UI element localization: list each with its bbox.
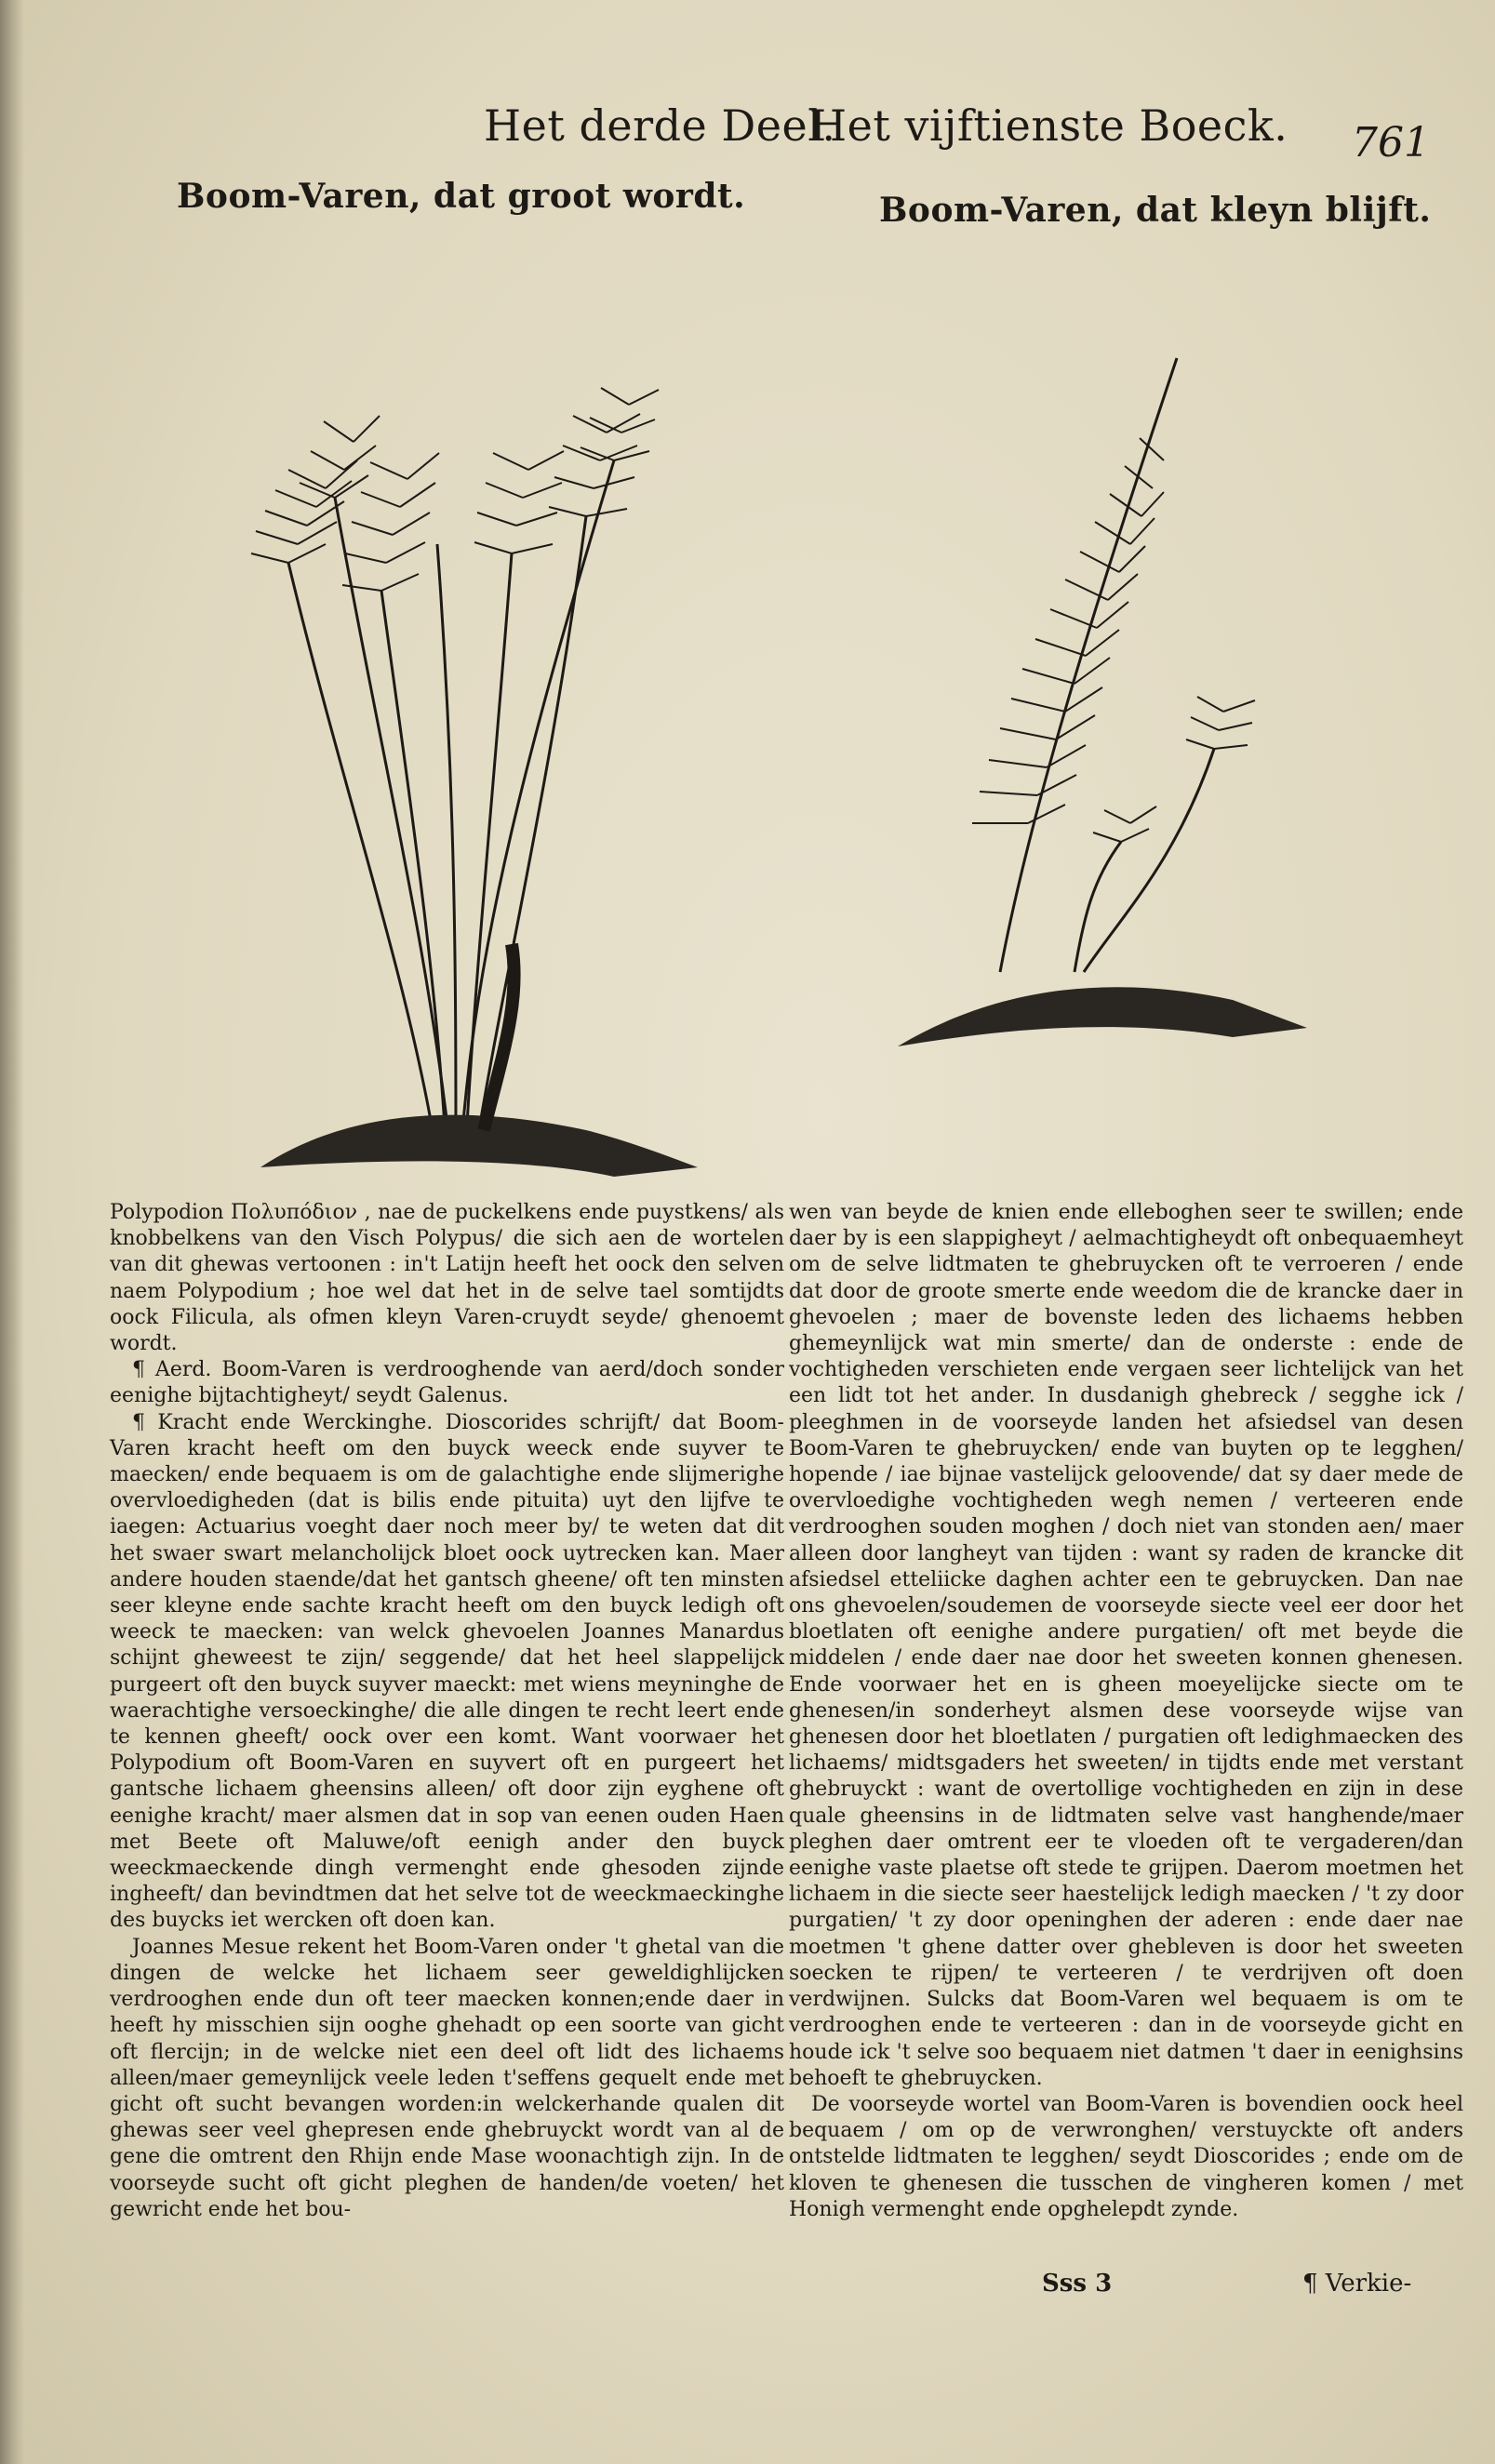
page-number: 761 [1352, 119, 1430, 166]
text-column-left [110, 1200, 784, 2223]
paragraph: ¶ Aerd. Boom-Varen is verdrooghende van aerd/doch sonder eenighe bijtachtigheyt/ seydt Galenus. [110, 1358, 784, 1408]
paragraph: De voorseyde wortel van Boom-Varen is bovendien oock heel bequaem / om op de verwronghen/ verstuyckte oft anders ontstelde lidtmaten te legghen/ seydt Dioscorides ; ende om de kloven te ghenesen die tusschen de vingheren komen / met Honigh vermenght ende opghelepdt zynde. [789, 2092, 1463, 2221]
paragraph: wen van beyde de knien ende elleboghen seer te swillen; ende daer by is een slappigheyt / aelmachtigheydt oft onbequaemheyt om de selve lidtmaten te ghebruycken oft te verroeren / ende dat door de groote smerte ende weedom die de krancke daer in ghevoelen ; maer de bovenste leden des lichaems hebben ghemeynlijck wat min smerte/ dan de onderste : ende de vochtigheden verschieten ende vergaen seer lichtelijck van het een lidt tot het ander. In dusdanigh ghebreck / segghe ick / pleeghmen in de voorseyde landen het afsiedsel van desen Boom-Varen te ghebruycken/ ende van buyten op te legghen/ hopende / iae bijnae vastelijck geloovende/ dat sy daer mede de overvloedighe vochtigheden wegh nemen / verteeren ende verdrooghen souden moghen / doch niet van stonden aen/ maer alleen door langheyt van tijden : want sy raden de krancke dit afsiedsel etteliicke daghen achter een te gebruycken. Dan nae ons ghevoelen/soudemen de voorseyde siecte veel eer door het bloetlaten oft eenighe andere purgatien/ oft met beyde die middelen / ende daer nae door het sweeten konnen ghenesen. Ende voorwaer het en is gheen moeyelijcke siecte om te ghenesen/in sonderheyt alsmen dese voorseyde wijse van ghenesen door het bloetlaten / purgatien oft ledighmaecken des lichaems/ midtsgaders het sweeten/ in tijdts ende met verstant ghebruyckt : want de overtollige vochtigheden en zijn in dese quale gheensins in de lidtmaten selve vast hanghende/maer pleghen daer omtrent eer te vloeden oft te vergaderen/dan eenighe vaste plaetse oft stede te grijpen. Daerom moetmen het lichaem in die siecte seer haestelijck ledigh maecken / 't zy door purgatien/ 't zy door openinghen der aderen : ende daer nae moetmen 't ghene datter over ghebleven is door het sweeten soecken te rijpen/ te verteeren / te verdrijven oft doen verdwijnen. Sulcks dat Boom-Varen wel bequaem is om te verdrooghen ende te verteeren : dan in de voorseyde gicht en houde ick 't selve soo bequaem niet datmen 't daer in eenighsins behoeft te ghebruycken. [789, 1201, 1463, 2090]
paragraph: ¶ Kracht ende Werckinghe. Dioscorides schrijft/ dat Boom-Varen kracht heeft om den buyck weeck ende suyver te maecken/ ende bequaem is om de galachtighe ende slijmerighe overvloedigheden (dat is bilis ende pituita) uyt den lijfve te iaegen: Actuarius voeght daer noch meer by/ te weten dat dit het swaer swart melancholijck bloet oock uytrecken kan. Maer andere houden staende/dat het gantsch gheene/ oft ten minsten seer kleyne ende sachte kracht heeft om den buyck ledigh oft weeck te maecken: van welck ghevoelen Joannes Manardus schijnt gheweest te zijn/ seggende/ dat het heel slappelijck purgeert oft den buyck suyver maeckt: met wiens meyninghe de waerachtighe versoeckinghe/ die alle dingen te recht leert ende te kennen gheeft/ oock over een komt. Want voorwaer het Polypodium oft Boom-Varen en suyvert oft en purgeert het gantsche lichaem gheensins alleen/ oft door zijn eyghene oft eenighe kracht/ maer alsmen dat in sop van eenen ouden Haen met Beete oft Maluwe/oft eenigh ander den buyck weeckmaeckende dingh vermenght ende ghesoden zijnde ingheeft/ dan bevindtmen dat het selve tot de weeckmaeckinghe des buycks iet wercken oft doen kan. [110, 1410, 784, 1933]
catchword: ¶ Verkie- [1302, 2270, 1412, 2298]
paragraph: Polypodion Πολυπόδιον , nae de puckelkens ende puystkens/ als knobbelkens van den Visch Polypus/ die sich aen de wortelen van dit ghewas vertoonen : in't Latijn heeft het oock den selven naem Polypodium ; hoe wel dat het in de selve tael somtijdts oock Filicula, als ofmen kleyn Varen-cruydt seyde/ ghenoemt wordt. [110, 1201, 784, 1356]
running-head-left: Het derde Deel. [484, 100, 836, 151]
tree-fern-small-woodcut [842, 265, 1354, 1158]
caption-left: Boom-Varen, dat groot wordt. [177, 177, 746, 216]
signature-mark: Sss 3 [1042, 2270, 1113, 2298]
tree-fern-large-woodcut [177, 237, 716, 1186]
page-gutter [0, 0, 24, 2464]
paragraph: Joannes Mesue rekent het Boom-Varen onder 't ghetal van die dingen de welcke het lichaem seer geweldighlijcken verdrooghen ende dun oft teer maecken konnen;ende daer in heeft hy misschien sijn ooghe ghehadt op een soorte van gicht oft flercijn; in de welcke niet een deel oft lidt des lichaems alleen/maer gemeynlijck veele leden t'seffens gequelt ende met gicht oft sucht bevangen worden:in welckerhande qualen dit ghewas seer veel ghepresen ende ghebruyckt wordt van al de gene die omtrent den Rhijn ende Mase woonachtigh zijn. In de voorseyde sucht oft gicht pleghen de handen/de voeten/ het gewricht ende het bou- [110, 1935, 784, 2221]
caption-right: Boom-Varen, dat kleyn blijft. [879, 191, 1432, 230]
text-column-right [789, 1200, 1463, 2223]
running-head-right: Het vijftienste Boeck. [809, 100, 1288, 151]
